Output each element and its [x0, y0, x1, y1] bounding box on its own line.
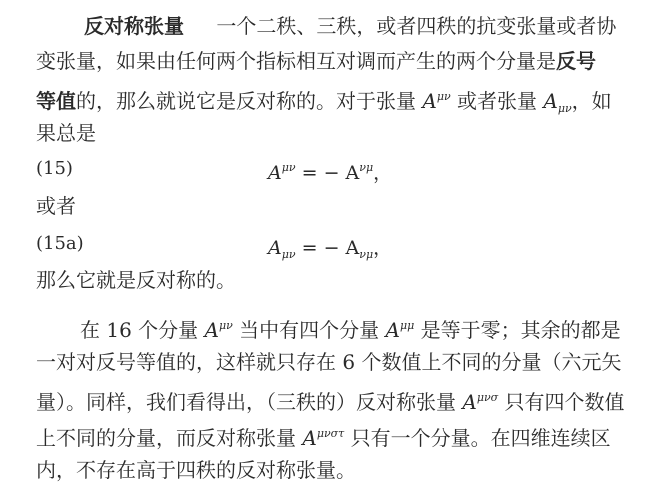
para2-line4: 上不同的分量，而反对称张量 $A^{\mu\nu\sigma\tau}$ 只有一个分量。在四维连续区 — [36, 426, 611, 450]
equation-15: $A^{\mu\nu}$ = − $A^{\nu\mu}$， — [268, 161, 393, 184]
para1-line3: 等值的，那么就说它是反对称的。对于张量 $A^{\mu\nu}$ 或者张量 $A_{\mu\nu}$，如 — [36, 89, 612, 115]
para1-line1: 反对称张量 一个二秩、三秩，或者四秩的抗变张量或者协 — [84, 14, 617, 38]
para1-line2: 变张量，如果由任何两个指标相互对调而产生的两个分量是反号 — [36, 49, 596, 73]
equation-15a: $A_{\mu\nu}$ = − $A_{\nu\mu}$， — [268, 237, 393, 261]
conclusion-text: 那么它就是反对称的。 — [36, 268, 236, 292]
equation-number-15a: (15a) — [36, 233, 84, 254]
equation-number-15: (15) — [36, 158, 73, 179]
para2-line3: 量）。同样，我们看得出，（三秩的）反对称张量 $A^{\mu\nu\sigma}$ 只有四个数值 — [36, 390, 625, 414]
para1-line4: 果总是 — [36, 121, 96, 145]
term-antisymmetric-tensor: 反对称张量 — [84, 14, 184, 38]
or-text: 或者 — [36, 194, 76, 218]
para2-line2: 一对对反号等值的，这样就只存在 6 个数值上不同的分量（六元矢 — [36, 350, 622, 374]
para2-line5: 内，不存在高于四秩的反对称张量。 — [36, 458, 356, 482]
para2-line1: 在 16 个分量 $A^{\mu\nu}$ 当中有四个分量 $A^{\mu\mu}$ 是等于零；其余的都是 — [80, 318, 621, 342]
